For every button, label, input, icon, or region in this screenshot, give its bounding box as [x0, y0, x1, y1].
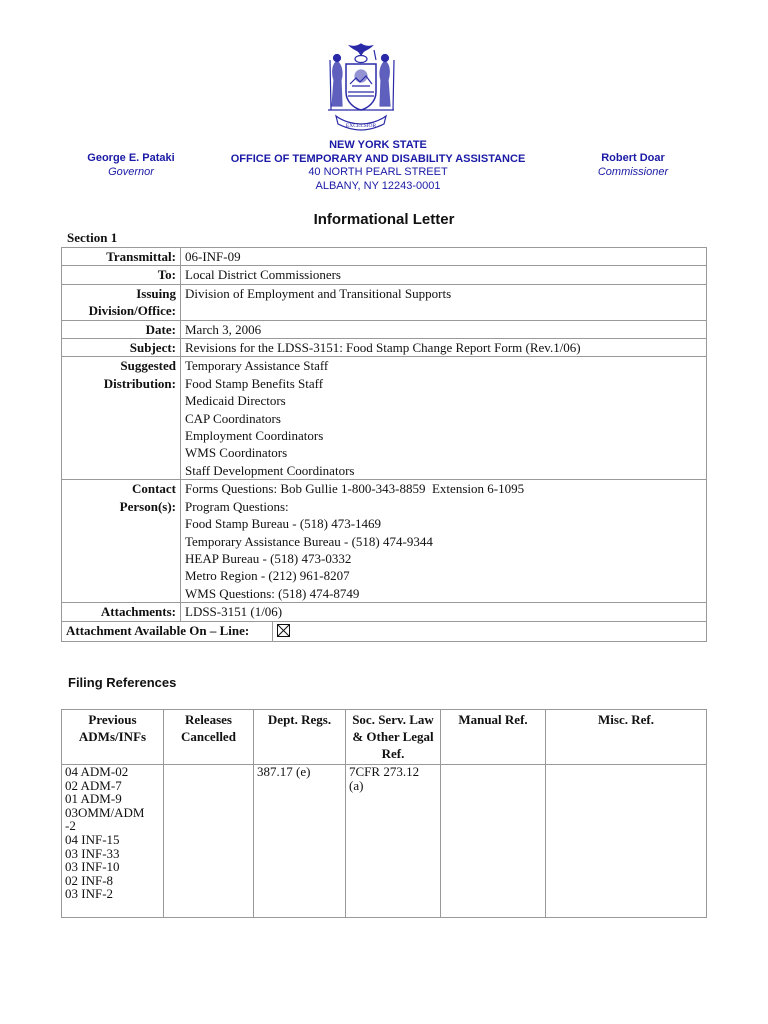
legal-ref-cell — [346, 765, 441, 918]
distribution-label — [62, 357, 181, 480]
available-online-label: Attachment Available On – Line: — [62, 621, 273, 641]
contact-label-line2: Person(s): — [119, 498, 176, 514]
dept-regs-cell: 387.17 (e) — [254, 765, 346, 918]
row-contact — [62, 480, 707, 603]
checked-box-icon[interactable] — [277, 624, 290, 637]
distribution-label-line1: Suggested — [120, 358, 176, 374]
list-item: 03 INF-33 — [65, 845, 120, 861]
contact-line: Program Questions: — [185, 498, 289, 514]
header-previous: Previous ADMs/INFs — [62, 710, 164, 765]
commissioner-title: Commissioner — [597, 165, 669, 178]
contact-line: HEAP Bureau - (518) 473-0332 — [185, 550, 352, 566]
list-item: WMS Coordinators — [185, 445, 288, 461]
header-misc-ref: Misc. Ref. — [546, 710, 707, 765]
agency-state: NEW YORK STATE — [329, 139, 427, 151]
issuing-label-line2: Division/Office: — [88, 303, 176, 319]
available-online-cell — [273, 621, 707, 641]
filing-header-row — [62, 710, 707, 765]
attachments-value: LDSS-3151 (1/06) — [181, 603, 707, 621]
nys-seal-icon — [314, 40, 408, 132]
list-item: 03 INF-2 — [65, 886, 114, 902]
contact-label — [62, 480, 181, 603]
filing-references-title: Filing References — [68, 675, 177, 690]
commissioner-name: Robert Doar — [601, 152, 665, 164]
agency-block — [200, 139, 556, 193]
issuing-value: Division of Employment and Transitional Supports — [181, 284, 707, 320]
row-transmittal — [62, 248, 707, 266]
header-releases-cancelled: Releases Cancelled — [164, 710, 254, 765]
date-value: March 3, 2006 — [181, 320, 707, 338]
transmittal-label: Transmittal: — [62, 248, 181, 266]
contact-line: Food Stamp Bureau - (518) 473-1469 — [185, 516, 382, 532]
row-available-online — [62, 621, 707, 641]
contact-list — [181, 480, 707, 603]
list-item: 03 INF-10 — [65, 859, 120, 875]
contact-line: WMS Questions: (518) 474-8749 — [185, 585, 360, 601]
list-item: 04 INF-15 — [65, 831, 120, 847]
manual-ref-cell — [441, 765, 546, 918]
list-item: 7CFR 273.12 — [349, 764, 420, 779]
date-label: Date: — [62, 320, 181, 338]
transmittal-value: 06-INF-09 — [181, 248, 707, 266]
list-item: Staff Development Coordinators — [185, 462, 355, 478]
list-item: Medicaid Directors — [185, 393, 286, 409]
list-item: 01 ADM-9 — [65, 791, 122, 807]
row-distribution — [62, 357, 707, 480]
governor-title: Governor — [108, 165, 154, 178]
distribution-label-line2: Distribution: — [103, 375, 176, 391]
row-to — [62, 266, 707, 284]
filing-references-table — [61, 709, 707, 918]
row-date — [62, 320, 707, 338]
agency-street: 40 NORTH PEARL STREET — [308, 166, 448, 178]
to-value: Local District Commissioners — [181, 266, 707, 284]
agency-office: OFFICE OF TEMPORARY AND DISABILITY ASSISTANCE — [230, 152, 526, 165]
list-item: Temporary Assistance Staff — [185, 358, 329, 374]
header-manual-ref: Manual Ref. — [441, 710, 546, 765]
list-item: -2 — [65, 818, 76, 834]
list-item: Employment Coordinators — [185, 428, 324, 444]
contact-label-line1: Contact — [131, 481, 176, 497]
filing-data-row — [62, 765, 707, 918]
issuing-label — [62, 284, 181, 320]
list-item: Food Stamp Benefits Staff — [185, 375, 324, 391]
misc-ref-cell — [546, 765, 707, 918]
row-subject — [62, 339, 707, 357]
subject-label: Subject: — [62, 339, 181, 357]
list-item: 04 ADM-02 — [65, 764, 129, 779]
list-item: (a) — [349, 777, 364, 793]
agency-city: ALBANY, NY 12243-0001 — [315, 179, 441, 192]
distribution-list — [181, 357, 707, 480]
row-issuing — [62, 284, 707, 320]
seal-motto: EXCELSIOR — [345, 123, 377, 129]
issuing-label-line1: Issuing — [136, 285, 176, 301]
contact-line: Metro Region - (212) 961-8207 — [185, 568, 350, 584]
subject-value: Revisions for the LDSS-3151: Food Stamp Change Report Form (Rev.1/06) — [181, 339, 707, 357]
to-label: To: — [62, 266, 181, 284]
document-title: Informational Letter — [313, 211, 455, 228]
transmittal-table — [61, 247, 707, 642]
contact-line: Temporary Assistance Bureau - (518) 474-9344 — [185, 533, 433, 549]
governor-block — [66, 152, 196, 179]
list-item: 02 INF-8 — [65, 872, 114, 888]
list-item: 02 ADM-7 — [65, 777, 122, 793]
previous-list — [62, 765, 164, 918]
header-legal-ref: Soc. Serv. Law & Other Legal Ref. — [346, 710, 441, 765]
list-item: 03OMM/ADM — [65, 804, 145, 820]
governor-name: George E. Pataki — [87, 152, 175, 164]
releases-cancelled-cell — [164, 765, 254, 918]
contact-line: Forms Questions: Bob Gullie 1-800-343-8859 Extension 6-1095 — [185, 481, 525, 497]
commissioner-block — [570, 152, 696, 179]
row-attachments — [62, 603, 707, 621]
header-dept-regs: Dept. Regs. — [254, 710, 346, 765]
list-item: CAP Coordinators — [185, 410, 281, 426]
section-label: Section 1 — [67, 230, 118, 245]
attachments-label: Attachments: — [62, 603, 181, 621]
